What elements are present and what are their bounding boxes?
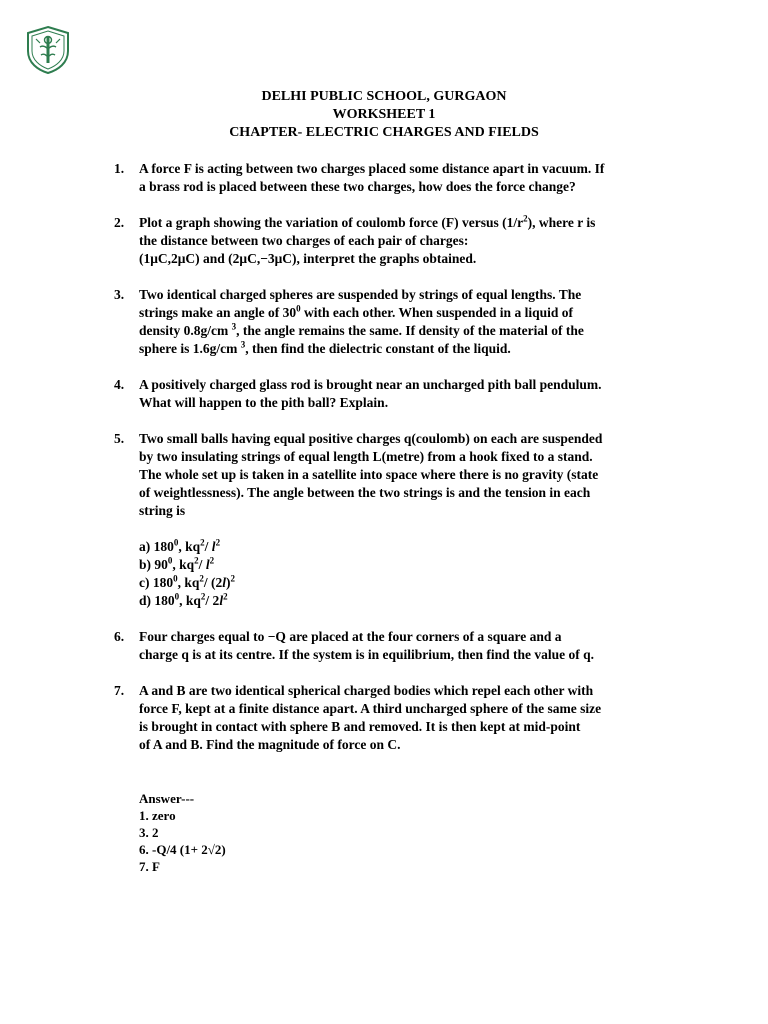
- text-fragment: , kq: [177, 575, 200, 590]
- text-fragment: with each other. When suspended in a liquid of: [300, 305, 573, 320]
- question-5: [114, 430, 684, 610]
- text-fragment: / (2: [203, 575, 223, 590]
- question-line: is brought in contact with sphere B and removed. It is then kept at mid-point: [139, 719, 581, 734]
- option-d: [139, 592, 684, 610]
- answer-item: 7. F: [139, 859, 160, 874]
- worksheet-title: WORKSHEET 1: [332, 107, 436, 122]
- answer-title: Answer---: [139, 791, 195, 806]
- question-line: [139, 340, 684, 358]
- answer-options: [139, 538, 684, 610]
- text-fragment: strings make an angle of 30: [139, 305, 297, 320]
- text-fragment: /: [198, 557, 206, 572]
- superscript: 0: [174, 591, 180, 602]
- question-line: A positively charged glass rod is brought near an uncharged pith ball pendulum.: [139, 377, 602, 392]
- answer-item: 6. -Q/4 (1+ 2√2): [139, 842, 226, 857]
- text-fragment: l: [219, 593, 224, 608]
- text-fragment: , kq: [172, 557, 195, 572]
- text-fragment: l: [205, 557, 210, 572]
- text-fragment: d) 180: [139, 593, 175, 608]
- text-fragment: sphere is 1.6g/cm: [139, 341, 241, 356]
- question-list: [114, 160, 684, 772]
- text-fragment: , then find the dielectric constant of the liquid.: [245, 341, 511, 356]
- question-line: the distance between two charges of each pair of charges:: [139, 233, 469, 248]
- question-4: [114, 376, 684, 412]
- text-fragment: l: [211, 539, 216, 554]
- superscript: 0: [296, 303, 301, 314]
- text-fragment: , the angle remains the same. If density of the material of the: [236, 323, 584, 338]
- question-number: 6.: [114, 629, 125, 644]
- question-line: A and B are two identical spherical charged bodies which repel each other with: [139, 683, 594, 698]
- option-b: [139, 556, 684, 574]
- question-number: 4.: [114, 377, 125, 392]
- superscript: 2: [199, 573, 204, 584]
- question-line: [139, 214, 684, 232]
- superscript: 0: [173, 537, 179, 548]
- text-fragment: l: [222, 575, 227, 590]
- question-number: 7.: [114, 683, 125, 698]
- question-number: 1.: [114, 161, 125, 176]
- text-fragment: b) 90: [139, 557, 168, 572]
- school-name: DELHI PUBLIC SCHOOL, GURGAON: [261, 89, 507, 104]
- question-line: string is: [139, 503, 186, 518]
- superscript: 2: [215, 537, 221, 548]
- superscript: 2: [194, 555, 199, 566]
- superscript: 2: [230, 573, 236, 584]
- text-fragment: ): [226, 575, 231, 590]
- question-line: (1μC,2μC) and (2μC,−3μC), interpret the graphs obtained.: [139, 251, 477, 266]
- question-line: of weightlessness). The angle between the two strings is and the tension in each: [139, 485, 591, 500]
- option-c: [139, 574, 684, 592]
- superscript: 3: [231, 321, 237, 332]
- question-line: The whole set up is taken in a satellite into space where there is no gravity (state: [139, 467, 599, 482]
- question-line: Two identical charged spheres are suspended by strings of equal lengths. The: [139, 287, 582, 302]
- question-2: [114, 214, 684, 268]
- question-3: [114, 286, 684, 358]
- text-fragment: , kq: [178, 539, 201, 554]
- superscript: 2: [523, 213, 528, 224]
- question-line: A force F is acting between two charges placed some distance apart in vacuum. If: [139, 161, 605, 176]
- superscript: 2: [200, 591, 206, 602]
- question-7: [114, 682, 684, 754]
- answer-item: 1. zero: [139, 808, 176, 823]
- question-line: [139, 304, 684, 322]
- question-line: by two insulating strings of equal length L(metre) from a hook fixed to a stand.: [139, 449, 593, 464]
- superscript: 3: [240, 339, 246, 350]
- text-fragment: c) 180: [139, 575, 174, 590]
- text-fragment: ), where r is: [527, 215, 596, 230]
- question-number: 5.: [114, 431, 125, 446]
- question-line: of A and B. Find the magnitude of force on C.: [139, 737, 401, 752]
- superscript: 2: [209, 555, 215, 566]
- question-line: What will happen to the pith ball? Explain.: [139, 395, 389, 410]
- school-logo-icon: [24, 25, 72, 75]
- question-number: 2.: [114, 215, 125, 230]
- text-fragment: Plot a graph showing the variation of coulomb force (F) versus (1/r: [139, 215, 524, 230]
- question-line: [139, 322, 684, 340]
- chapter-title: CHAPTER- ELECTRIC CHARGES AND FIELDS: [229, 125, 539, 140]
- superscript: 2: [200, 537, 205, 548]
- question-6: [114, 628, 684, 664]
- answer-item: 3. 2: [139, 825, 159, 840]
- superscript: 2: [223, 591, 228, 602]
- question-line: Four charges equal to −Q are placed at the four corners of a square and a: [139, 629, 562, 644]
- text-fragment: density 0.8g/cm: [139, 323, 232, 338]
- question-number: 3.: [114, 287, 125, 302]
- worksheet-header: [0, 88, 768, 142]
- question-1: [114, 160, 684, 196]
- question-line: force F, kept at a finite distance apart. A third uncharged sphere of the same size: [139, 701, 602, 716]
- question-line: charge q is at its centre. If the system is in equilibrium, then find the value of q.: [139, 647, 594, 662]
- text-fragment: / 2: [205, 593, 220, 608]
- superscript: 0: [173, 573, 178, 584]
- answer-key: [139, 790, 226, 875]
- option-a: [139, 538, 684, 556]
- text-fragment: a) 180: [139, 539, 174, 554]
- question-line: Two small balls having equal positive charges q(coulomb) on each are suspended: [139, 431, 603, 446]
- text-fragment: , kq: [179, 593, 201, 608]
- text-fragment: /: [204, 539, 212, 554]
- superscript: 0: [167, 555, 173, 566]
- question-line: a brass rod is placed between these two charges, how does the force change?: [139, 179, 576, 194]
